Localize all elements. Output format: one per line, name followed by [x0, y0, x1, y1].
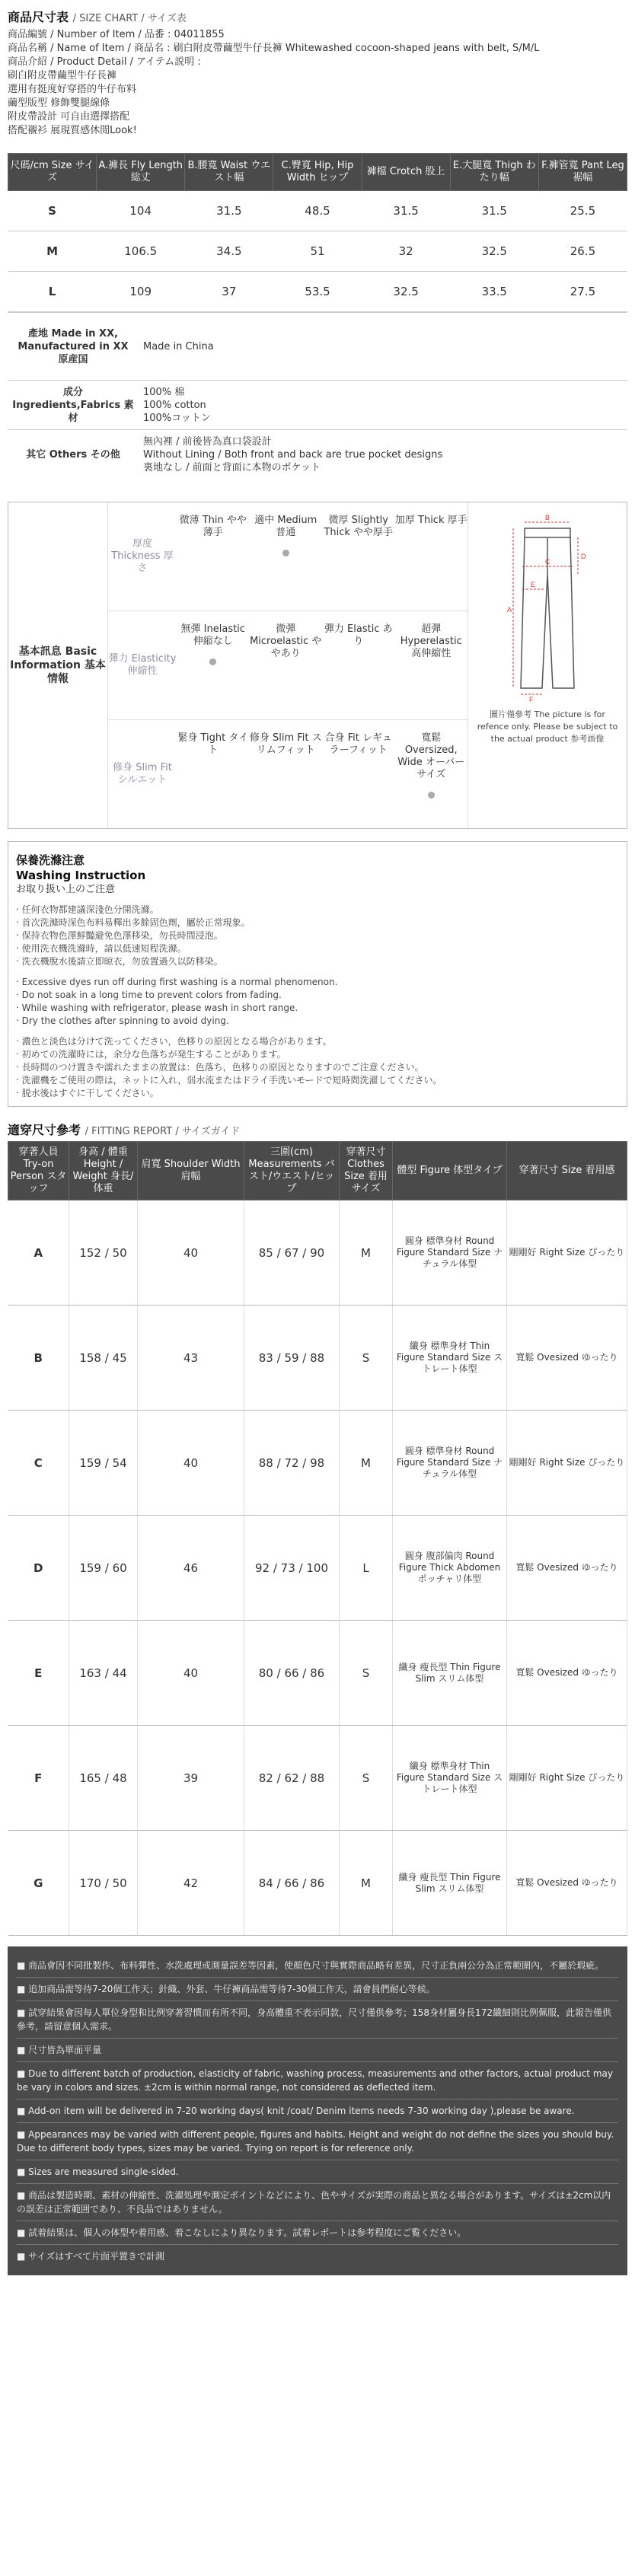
- size-chart-subtitle: / SIZE CHART / サイズ表: [72, 13, 187, 24]
- table-row: [8, 1621, 627, 1726]
- fitting-cell: S: [340, 1306, 393, 1411]
- diagram-label: F: [529, 696, 534, 703]
- size-cell: 31.5: [450, 191, 538, 231]
- info-line: 商品介紹 / Product Detail / アイテム説明 :: [8, 56, 201, 68]
- fitting-cell: 46: [138, 1516, 244, 1621]
- size-cell: M: [8, 231, 97, 272]
- note-item: ■ 追加商品需等待7-20個工作天；針織、外套、牛仔褲商品需等待7-30個工作天，請會員們耐心等候。: [17, 1978, 618, 2001]
- notes-panel: [8, 1946, 627, 2275]
- size-header-cell: 褲檔 Crotch 股上: [362, 154, 450, 191]
- fitting-cell: 165 / 48: [69, 1726, 138, 1831]
- size-header-cell: C.臀寬 Hip, Hip Width ヒップ: [273, 154, 362, 191]
- diagram-label: A: [507, 606, 512, 614]
- washing-line: ‧ 洗濯機をご使用の際は，ネットに入れ，弱水流またはドライ手洗いモードで短時間洗濯してください。: [16, 1075, 442, 1086]
- meta-value: Made in China: [139, 313, 627, 381]
- info-line: 繭型版型 修飾雙腿線條: [8, 97, 110, 109]
- option-label: 修身 Slim Fit スリムフィット: [249, 732, 322, 756]
- fitting-cell: 寬鬆 Ovesized ゆったり: [507, 1516, 627, 1621]
- washing-line: ‧ 使用洗衣機洗滌時，請以低速短程洗滌。: [16, 943, 187, 954]
- note-item: ■ 試着結果は、個人の体型や着用感、着こなしにより異なります。試着レポートは参考程度にご覧ください。: [17, 2221, 618, 2245]
- fitting-table: [8, 1141, 627, 1936]
- fitting-cell: 159 / 54: [69, 1411, 138, 1516]
- washing-line: ‧ 任何衣物都建議深淺色分開洗滌。: [16, 904, 159, 915]
- fitting-cell: 159 / 60: [69, 1516, 138, 1621]
- size-cell: 51: [273, 231, 362, 272]
- fitting-cell: 39: [138, 1726, 244, 1831]
- fitting-subtitle: / FITTING REPORT / サイズガイド: [85, 1126, 241, 1137]
- fitting-header-cell: 三圍(cm) Measurements バスト/ウエスト/ヒップ: [244, 1142, 340, 1200]
- washing-jp: [16, 1035, 619, 1100]
- size-cell: 32: [362, 231, 450, 272]
- fitting-cell: E: [8, 1621, 69, 1726]
- size-cell: 32.5: [450, 231, 538, 272]
- option-label: 無彈 Inelastic 伸縮なし: [180, 623, 245, 647]
- size-header-cell: B.腰寬 Waist ウエスト幅: [185, 154, 273, 191]
- selection-dot: [355, 550, 362, 556]
- meta-row-origin: [8, 313, 627, 381]
- basic-info-options: [108, 502, 467, 828]
- fitting-header-cell: 穿著人員 Try-on Person スタッフ: [8, 1142, 69, 1200]
- note-item: ■ Add-on item will be delivered in 7-20 working days( knit /coat/ Denim items needs 7-30 working day ),please be aware.: [17, 2099, 618, 2123]
- fitting-header-cell: 體型 Figure 体型タイプ: [393, 1142, 507, 1200]
- option-label: 緊身 Tight タイト: [177, 732, 249, 756]
- size-cell: 106.5: [97, 231, 185, 272]
- fitting-cell: 92 / 73 / 100: [244, 1516, 340, 1621]
- fitting-cell: 85 / 67 / 90: [244, 1200, 340, 1306]
- pants-diagram-icon: [506, 513, 589, 703]
- fitting-cell: M: [340, 1831, 393, 1936]
- feature-option: [250, 611, 323, 719]
- meta-value: 100% 棉 100% cotton 100%コットン: [139, 381, 627, 430]
- fitting-cell: 纖身 瘦長型 Thin Figure Slim スリム体型: [393, 1831, 507, 1936]
- washing-en: [16, 976, 619, 1028]
- diagram-caption: 圖片僅參考 The picture is for refence only. Please be subject to the actual product 参考画像: [477, 709, 618, 744]
- meta-row-others: [8, 430, 627, 480]
- product-info: [8, 28, 627, 138]
- feature-option: [322, 611, 395, 719]
- option-label: 微薄 Thin やや薄手: [179, 515, 247, 538]
- fitting-cell: D: [8, 1516, 69, 1621]
- note-item: ■ Sizes are measured single-sided.: [17, 2160, 618, 2184]
- note-item: ■ Due to different batch of production, elasticity of fabric, washing process, measurements and other factors, actual product may be vary in colors and sizes. ±2cm is within normal range, not considered as deflected item.: [17, 2062, 618, 2099]
- fitting-cell: 82 / 62 / 88: [244, 1726, 340, 1831]
- option-label: 加厚 Thick 厚手: [394, 515, 467, 526]
- info-line: 選用有挺度好穿搭的牛仔布料: [8, 84, 137, 95]
- size-cell: S: [8, 191, 97, 231]
- size-header-row: [8, 154, 627, 191]
- fitting-cell: M: [340, 1411, 393, 1516]
- size-cell: 37: [185, 272, 273, 312]
- fitting-cell: 80 / 66 / 86: [244, 1621, 340, 1726]
- feature-option: [395, 720, 468, 828]
- meta-value: 無內裡 / 前後皆為真口袋設計 Without Lining / Both front and back are true pocket designs 裏地なし / 前面と背面に本物のポケット: [139, 430, 627, 480]
- fit-row: [108, 720, 467, 828]
- page-title: [8, 8, 627, 25]
- option-label: 合身 Fit レギュラーフィット: [324, 732, 392, 756]
- option-label: 彈力 Elastic あり: [324, 623, 393, 647]
- fitting-cell: B: [8, 1306, 69, 1411]
- fitting-header-row: [8, 1142, 627, 1200]
- washing-title-en: Washing Instruction: [16, 869, 146, 882]
- size-cell: 31.5: [185, 191, 273, 231]
- fitting-cell: 圓身 腹部偏肉 Round Figure Thick Abdomen ポッチャリ体型: [393, 1516, 507, 1621]
- size-header-cell: F.褲管寬 Pant Leg 裾幅: [538, 154, 627, 191]
- option-label: 微厚 Slightly Thick やや厚手: [324, 515, 394, 538]
- option-label: 微彈 Microelastic ややあり: [250, 623, 322, 659]
- selection-dot: [282, 767, 289, 774]
- meta-key: 其它 Others その他: [8, 430, 139, 480]
- fitting-title: [8, 1121, 627, 1138]
- selection-dot: [355, 767, 362, 774]
- feature-option: [177, 611, 250, 719]
- thickness-row: [108, 502, 467, 611]
- washing-line: ‧ Do not soak in a long time to prevent colors from fading.: [16, 990, 282, 1000]
- fitting-cell: 纖身 標準身材 Thin Figure Standard Size ストレート体型: [393, 1726, 507, 1831]
- fitting-cell: S: [340, 1621, 393, 1726]
- note-item: ■ 商品會因不同批製作、布料彈性、水洗處理或測量誤差等因素，使顏色尺寸與實際商品略有差異，尺寸正負兩公分為正常範圍內，不屬於瑕疵。: [17, 1954, 618, 1978]
- fitting-cell: M: [340, 1200, 393, 1306]
- selection-dot: [209, 658, 216, 665]
- washing-title: 保養洗滌注意: [16, 853, 85, 867]
- fitting-cell: 83 / 59 / 88: [244, 1306, 340, 1411]
- fitting-header-cell: 身高 / 體重 Height / Weight 身長/体重: [69, 1142, 138, 1200]
- fitting-cell: 158 / 45: [69, 1306, 138, 1411]
- product-meta-table: [8, 312, 627, 479]
- washing-line: ‧ 長時間のつけ置きや濡れたままの放置は：色落ち，色移りの原因となりますのでご注意ください。: [16, 1062, 424, 1073]
- fitting-cell: 40: [138, 1621, 244, 1726]
- fitting-cell: L: [340, 1516, 393, 1621]
- info-line: 附皮帶設計 可自由選擇搭配: [8, 111, 130, 123]
- fitting-cell: 84 / 66 / 86: [244, 1831, 340, 1936]
- feature-option: [322, 720, 395, 828]
- selection-dot: [428, 537, 435, 544]
- size-cell: 31.5: [362, 191, 450, 231]
- selection-dot: [428, 792, 435, 799]
- feature-option: [177, 502, 250, 611]
- fitting-cell: 42: [138, 1831, 244, 1936]
- selection-dot: [282, 671, 289, 677]
- size-table: [8, 153, 627, 312]
- fitting-cell: 圓身 標準身材 Round Figure Standard Size ナチュラル体型: [393, 1411, 507, 1516]
- size-cell: 109: [97, 272, 185, 312]
- fitting-header-cell: 穿著尺寸 Size 着用感: [507, 1142, 627, 1200]
- size-cell: 34.5: [185, 231, 273, 272]
- meta-key: 產地 Made in XX, Manufactured in XX 原産国: [8, 313, 139, 381]
- selection-dot: [282, 550, 289, 556]
- table-row: [8, 191, 627, 231]
- size-header-cell: A.褲長 Fly Length 総丈: [97, 154, 185, 191]
- info-line: 刷白附皮帶繭型牛仔長褲: [8, 70, 117, 81]
- info-line: 搭配襯衫 展現質感休閒Look!: [8, 125, 137, 136]
- fitting-cell: 纖身 標準身材 Thin Figure Standard Size ストレート体型: [393, 1306, 507, 1411]
- selection-dot: [209, 550, 216, 556]
- meta-key: 成分 Ingredients,Fabrics 素材: [8, 381, 139, 430]
- info-line: 商品名稱 / Name of Item / 商品名 : 刷白附皮帶繭型牛仔長褲 Whitewashed cocoon-shaped jeans with belt, S/M/L: [8, 43, 540, 54]
- option-label: 寬鬆 Oversized, Wide オーバーサイズ: [397, 732, 465, 780]
- fitting-cell: 剛剛好 Right Size ぴったり: [507, 1200, 627, 1306]
- size-cell: 104: [97, 191, 185, 231]
- feature-option: [322, 502, 395, 611]
- size-cell: L: [8, 272, 97, 312]
- fitting-cell: 88 / 72 / 98: [244, 1411, 340, 1516]
- fitting-cell: 剛剛好 Right Size ぴったり: [507, 1726, 627, 1831]
- washing-instructions: [8, 841, 627, 1107]
- fitting-cell: 圓身 標準身材 Round Figure Standard Size ナチュラル体型: [393, 1200, 507, 1306]
- feature-option: [250, 502, 323, 611]
- table-row: [8, 1831, 627, 1936]
- table-row: [8, 1306, 627, 1411]
- diagram-label: E: [531, 581, 536, 588]
- option-label: 適中 Medium 普通: [254, 515, 318, 538]
- table-row: [8, 1411, 627, 1516]
- info-line: 商品編號 / Number of Item / 品番 : 04011855: [8, 29, 225, 40]
- size-chart-title: 商品尺寸表: [8, 10, 69, 24]
- fitting-header-cell: 穿著尺寸 Clothes Size 着用サイズ: [340, 1142, 393, 1200]
- washing-line: ‧ 洗衣機脫水後請立即晾衣，勿放置過久以防移染。: [16, 956, 223, 967]
- washing-line: ‧ 濃色と淡色は分けて洗ってください，色移りの原因となる場合があります。: [16, 1036, 332, 1047]
- feature-option: [177, 720, 250, 828]
- washing-line: ‧ 首次洗滌時深色布料易釋出多餘固色劑，屬於正常現象。: [16, 917, 250, 928]
- fitting-title-text: 適穿尺寸參考: [8, 1123, 81, 1137]
- note-item: ■ 尺寸皆為單面平量: [17, 2039, 618, 2062]
- pants-diagram-panel: [467, 502, 627, 828]
- fitting-cell: 寬鬆 Ovesized ゆったり: [507, 1306, 627, 1411]
- table-row: [8, 231, 627, 272]
- feature-option: [250, 720, 323, 828]
- fitting-cell: 纖身 瘦長型 Thin Figure Slim スリム体型: [393, 1621, 507, 1726]
- washing-line: ‧ 初めての洗濯時には，余分な色落ちが発生することがあります。: [16, 1049, 286, 1060]
- table-row: [8, 1516, 627, 1621]
- size-header-cell: 尺碼/cm Size サイズ: [8, 154, 97, 191]
- table-row: [8, 1726, 627, 1831]
- fitting-cell: S: [340, 1726, 393, 1831]
- washing-title-jp: お取り扱い上のご注意: [16, 884, 116, 895]
- note-item: ■ Appearances may be varied with different people, figures and habits. Height and weight do not define the sizes you should buy. Due to different body types, sizes may be varied. Trying on report is for reference only.: [17, 2123, 618, 2160]
- selection-dot: [428, 671, 435, 677]
- feature-option: [395, 502, 468, 611]
- size-cell: 26.5: [538, 231, 627, 272]
- feature-label: 厚度 Thickness 厚さ: [111, 538, 174, 574]
- diagram-label: C: [545, 558, 550, 566]
- fitting-cell: 163 / 44: [69, 1621, 138, 1726]
- feature-option: [395, 611, 468, 719]
- note-item: ■ 試穿結果會因每人單位身型和比例穿著習慣而有所不同，身高體重不表示同款，尺寸僅供參考；158身材屬身長172纖細則比例佩服，此報告僅供參考，請留意個人需求。: [17, 2001, 618, 2039]
- fitting-cell: 170 / 50: [69, 1831, 138, 1936]
- washing-line: ‧ Excessive dyes run off during first washing is a normal phenomenon.: [16, 977, 338, 987]
- elasticity-row: [108, 611, 467, 720]
- diagram-label: D: [581, 553, 586, 560]
- fitting-cell: 剛剛好 Right Size ぴったり: [507, 1411, 627, 1516]
- size-cell: 25.5: [538, 191, 627, 231]
- fitting-header-cell: 肩寬 Shoulder Width 肩幅: [138, 1142, 244, 1200]
- note-item: ■ 商品は製造時期、素材の伸縮性、洗濯処理や測定ポイントなどにより、色やサイズが実際の商品と異なる場合があります。サイズは±2cm以内の誤差は正常範囲であり、不良品ではありません。: [17, 2184, 618, 2221]
- note-item: ■ サイズはすべて片面平置きで計測: [17, 2251, 164, 2262]
- table-row: [8, 1200, 627, 1306]
- fitting-cell: 43: [138, 1306, 244, 1411]
- size-cell: 27.5: [538, 272, 627, 312]
- diagram-label: B: [545, 514, 550, 521]
- size-cell: 48.5: [273, 191, 362, 231]
- basic-info-panel: [8, 502, 627, 829]
- table-row: [8, 272, 627, 312]
- washing-zh: [16, 904, 619, 968]
- fitting-cell: 寬鬆 Ovesized ゆったり: [507, 1831, 627, 1936]
- feature-label: 修身 Slim Fit シルエット: [113, 762, 172, 786]
- washing-line: ‧ Dry the clothes after spinning to avoid dying.: [16, 1015, 229, 1026]
- selection-dot: [209, 767, 216, 774]
- fitting-cell: 40: [138, 1411, 244, 1516]
- washing-line: ‧ While washing with refrigerator, please wash in short range.: [16, 1003, 298, 1013]
- fitting-cell: 40: [138, 1200, 244, 1306]
- basic-info-label: 基本訊息 Basic Information 基本情報: [8, 502, 108, 828]
- fitting-cell: G: [8, 1831, 69, 1936]
- selection-dot: [355, 658, 362, 665]
- size-header-cell: E.大腿寬 Thigh わたり幅: [450, 154, 538, 191]
- feature-label: 彈力 Elasticity 伸縮性: [108, 653, 177, 677]
- washing-line: ‧ 脱水後はすぐに干してください。: [16, 1088, 159, 1098]
- size-cell: 53.5: [273, 272, 362, 312]
- fitting-cell: C: [8, 1411, 69, 1516]
- size-cell: 33.5: [450, 272, 538, 312]
- meta-row-fabric: [8, 381, 627, 430]
- fitting-cell: A: [8, 1200, 69, 1306]
- option-label: 超彈 Hyperelastic 高伸縮性: [400, 623, 462, 659]
- size-cell: 32.5: [362, 272, 450, 312]
- fitting-cell: F: [8, 1726, 69, 1831]
- fitting-cell: 152 / 50: [69, 1200, 138, 1306]
- washing-line: ‧ 保持衣物色澤鮮豔避免色澤移染，勿長時間浸泡。: [16, 930, 223, 941]
- fitting-cell: 寬鬆 Ovesized ゆったり: [507, 1621, 627, 1726]
